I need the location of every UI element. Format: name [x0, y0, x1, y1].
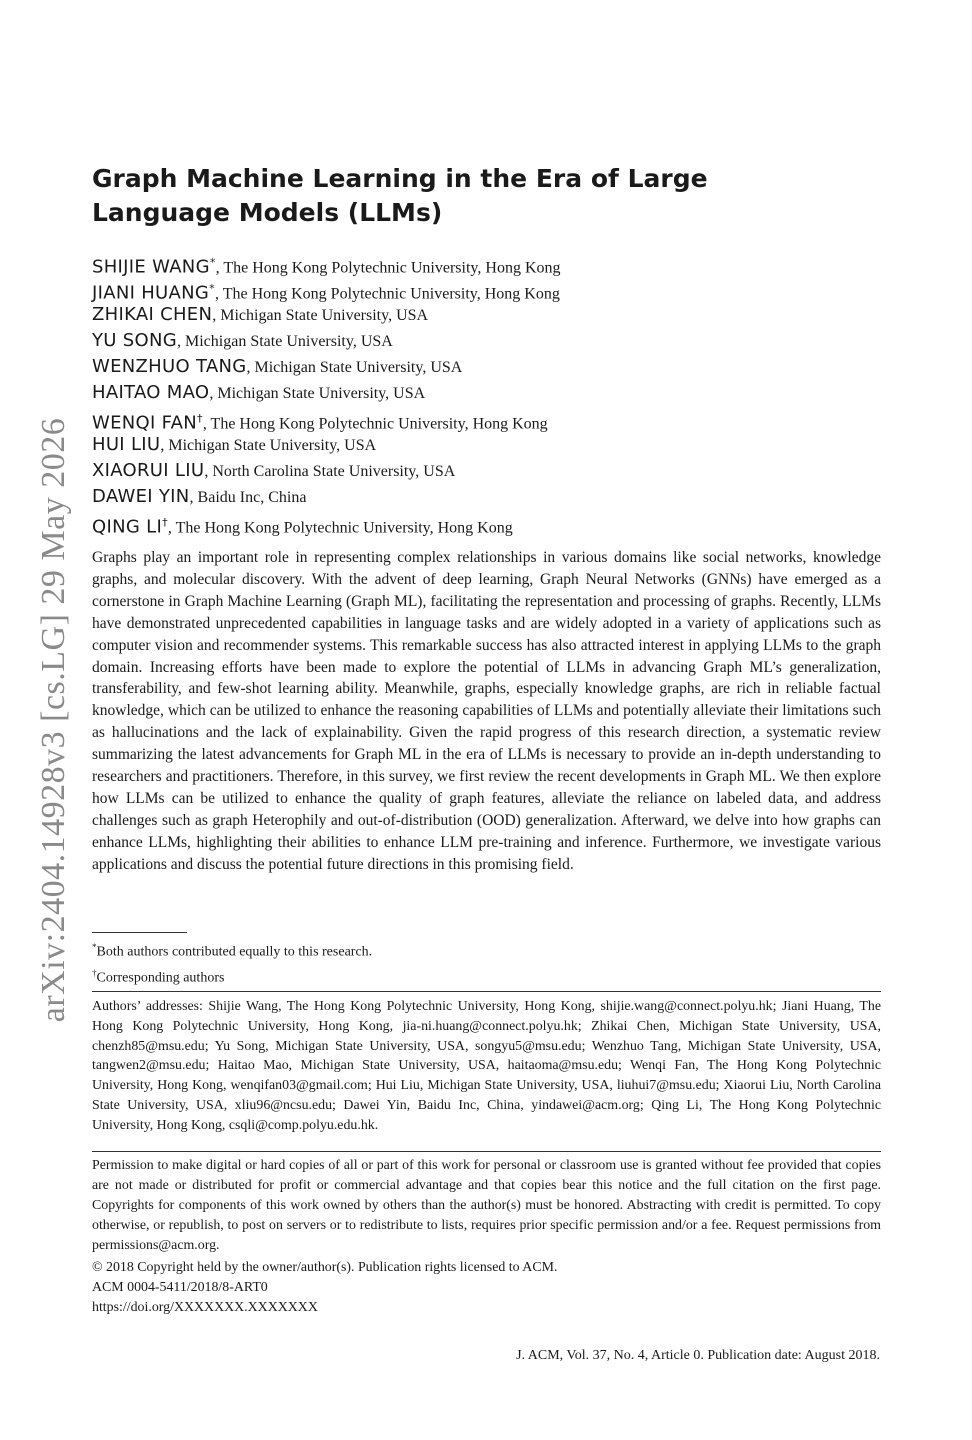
footnote-equal-contribution — [92, 937, 881, 963]
footnote-mark: * — [92, 942, 97, 952]
author-affiliation: , Michigan State University, USA — [209, 385, 426, 402]
arxiv-sidebar — [36, 365, 72, 1075]
permission-rule — [92, 1151, 881, 1152]
acm-identifier: ACM 0004-5411/2018/8-ART0 — [92, 1280, 268, 1295]
author-mark: * — [209, 256, 216, 269]
author-line — [92, 302, 892, 328]
paper-title: Graph Machine Learning in the Era of Large Language Models (LLMs) — [92, 164, 708, 227]
addresses-rule — [92, 991, 881, 992]
author-line — [92, 276, 892, 302]
author-line — [92, 380, 892, 406]
author-line — [92, 328, 892, 354]
author-mark: * — [209, 282, 215, 295]
author-name: DAWEI YIN — [92, 486, 190, 507]
author-list — [92, 250, 892, 536]
author-line — [92, 432, 892, 458]
author-mark: † — [197, 412, 203, 425]
author-line — [92, 510, 892, 536]
author-name: QING LI — [92, 516, 163, 538]
author-name: HUI LIU — [92, 434, 161, 455]
author-name: WENQI FAN — [92, 412, 198, 434]
author-name: XIAORUI LIU — [92, 460, 205, 481]
author-line — [92, 406, 892, 432]
footnote-mark: † — [92, 967, 97, 978]
author-affiliation: , The Hong Kong Polytechnic University, Hong Kong — [215, 259, 561, 277]
author-name: JIANI HUANG — [92, 282, 210, 304]
doi-link[interactable]: https://doi.org/XXXXXXX.XXXXXXX — [92, 1300, 318, 1315]
arxiv-identifier: arXiv:2404.14928v3 [cs.LG] 29 May 2026 — [35, 417, 73, 1023]
author-line — [92, 458, 892, 484]
footnotes — [92, 937, 881, 988]
author-name: YU SONG — [92, 330, 177, 351]
author-line — [92, 354, 892, 380]
running-footer: J. ACM, Vol. 37, No. 4, Article 0. Publication date: August 2018. — [516, 1348, 880, 1363]
footnote-text: Both authors contributed equally to this research. — [96, 944, 373, 960]
author-name: SHIJIE WANG — [92, 256, 210, 278]
author-affiliation: , The Hong Kong Polytechnic University, Hong Kong — [214, 285, 560, 303]
permission-notice: Permission to make digital or hard copies of all or part of this work for personal or classroom use is granted without fee provided that copies are not made or distributed for profit or commercial advantage and that copies bear this notice and the full citation on the first page. Copyrights for components of this work owned by others than the author(s) must be honored. Abstracting with credit is permitted. To copy otherwise, or republish, to post on servers or to redistribute to lists, requires prior specific permission and/or a fee. Request permissions from permissions@acm.org. — [92, 1158, 881, 1253]
author-affiliation: , The Hong Kong Polytechnic University, Hong Kong — [202, 415, 548, 433]
author-affiliation: , Michigan State University, USA — [212, 307, 429, 324]
author-affiliation: , Michigan State University, USA — [160, 437, 377, 454]
author-mark: † — [162, 516, 168, 529]
footnote-corresponding — [92, 963, 881, 989]
author-affiliation: , Michigan State University, USA — [177, 333, 393, 350]
footnote-rule — [92, 932, 187, 933]
author-affiliation: , The Hong Kong Polytechnic University, Hong Kong — [167, 519, 513, 537]
publication-meta — [92, 1258, 881, 1318]
author-line — [92, 250, 892, 276]
author-affiliation: , Baidu Inc, China — [189, 489, 307, 506]
abstract: Graphs play an important role in representing complex relationships in various domains like social networks, knowledge graphs, and molecular discovery. With the advent of deep learning, Graph Neural Networks (GNNs) have emerged as a cornerstone in Graph Machine Learning (Graph ML), facilitating the representation and processing of graphs. Recently, LLMs have demonstrated unprecedented capabilities in language tasks and are widely adopted in a variety of applications such as computer vision and recommender systems. This remarkable success has also attracted interest in applying LLMs to the graph domain. Increasing efforts have been made to explore the potential of LLMs in advancing Graph ML’s generalization, transferability, and few-shot learning ability. Meanwhile, graphs, especially knowledge graphs, are rich in reliable factual knowledge, which can be utilized to enhance the reasoning capabilities of LLMs and potentially alleviate their limitations such as hallucinations and the lack of explainability. Given the rapid progress of this research direction, a systematic review summarizing the latest advancements for Graph ML in the era of LLMs is necessary to provide an in-depth understanding to researchers and practitioners. Therefore, in this survey, we first review the recent developments in Graph ML. We then explore how LLMs can be utilized to enhance the quality of graph features, alleviate the reliance on labeled data, and address challenges such as graph Heterophily and out-of-distribution (OOD) generalization. Afterward, we delve into how graphs can enhance LLMs, highlighting their abilities to enhance LLM pre-training and inference. Furthermore, we investigate various applications and discuss the potential future directions in this promising field. — [92, 549, 881, 873]
author-affiliation: , North Carolina State University, USA — [204, 463, 456, 480]
author-addresses: Authors’ addresses: Shijie Wang, The Hong Kong Polytechnic University, Hong Kong, shijie.wang@connect.polyu.hk; Jiani Huang, The Hong Kong Polytechnic University, Hong Kong, jia-ni.huang@connect.polyu.hk; Zhikai Chen, Michigan State University, USA, chenzh85@msu.edu; Yu Song, Michigan State University, USA, songyu5@msu.edu; Wenzhuo Tang, Michigan State University, USA, tangwen2@msu.edu; Haitao Mao, Michigan State University, USA, haitaoma@msu.edu; Wenqi Fan, The Hong Kong Polytechnic University, Hong Kong, wenqifan03@gmail.com; Hui Liu, Michigan State University, USA, liuhui7@msu.edu; Xiaorui Liu, North Carolina State University, USA, xliu96@ncsu.edu; Dawei Yin, Baidu Inc, China, yindawei@acm.org; Qing Li, The Hong Kong Polytechnic University, Hong Kong, csqli@comp.polyu.edu.hk. — [92, 999, 881, 1133]
author-affiliation: , Michigan State University, USA — [246, 359, 463, 376]
copyright-line: © 2018 Copyright held by the owner/author(s). Publication rights licensed to ACM. — [92, 1260, 558, 1275]
author-name: HAITAO MAO — [92, 382, 210, 403]
author-name: WENZHUO TANG — [92, 356, 247, 377]
footnote-text: Corresponding authors — [96, 970, 225, 986]
author-name: ZHIKAI CHEN — [92, 304, 213, 325]
author-line — [92, 484, 892, 510]
